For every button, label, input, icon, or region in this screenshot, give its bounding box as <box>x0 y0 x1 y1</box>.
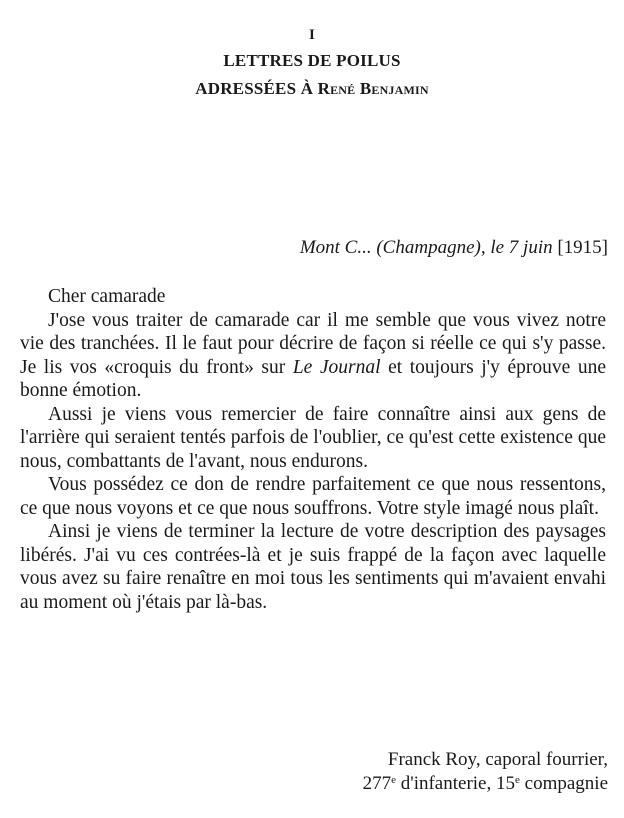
chapter-number: I <box>308 27 316 43</box>
letter-paragraph-3: Vous possédez ce don de rendre parfaitement ce que nous ressentons, ce que nous voyons et ce que nous souffrons. Votre style imagé nous plaît. <box>20 474 606 519</box>
company-number: 15 <box>496 773 515 794</box>
letter-dateline <box>300 236 608 260</box>
company-ordinal: e <box>515 774 520 786</box>
paragraph-1-text-a: J'ose vous traiter de camarade car il me semble que vous vivez notre vie des tranchées. Il le faut pour décrire de façon si réelle ce qui s'y passe. Je lis vos «croquis du front» sur <box>20 309 606 378</box>
letter-salutation: Cher camarade <box>48 286 166 307</box>
regiment-number: 277 <box>362 773 392 794</box>
letter-paragraph-1 <box>20 309 606 403</box>
letter-paragraph-4: Ainsi je viens de terminer la lecture de votre description des paysages libérés. J'ai vu ces contrées-là et je suis frappé de la façon avec laquelle vous avez su faire renaître en moi tous les sentiments qui m'avaient envahi au moment où j'étais par là-bas. <box>20 521 606 613</box>
chapter-title-name: René Benjamin <box>317 79 429 98</box>
signature-unit <box>363 772 608 796</box>
regiment-text: d'infanterie, <box>396 773 496 794</box>
chapter-title-prefix: ADRESSÉES À <box>195 79 318 98</box>
company-text: compagnie <box>519 773 608 794</box>
regiment-ordinal: e <box>391 774 397 786</box>
dateline-place-date: Mont C... (Champagne), le 7 juin <box>299 237 553 258</box>
chapter-title-line-2 <box>0 78 624 100</box>
letter-body <box>20 285 606 614</box>
dateline-year: [1915] <box>557 237 608 258</box>
chapter-title-line-1: LETTRES DE POILUS <box>223 51 401 70</box>
journal-title: Le Journal <box>292 356 381 378</box>
letter-paragraph-2: Aussi je viens vous remercier de faire connaître ainsi aux gens de l'arrière qui seraient tentés parfois de l'oublier, ce qu'est cette existence que nous, combattants de l'avant, nous endurons. <box>20 403 606 472</box>
paragraph-1-text-b: et toujours j'y éprouve une bonne émotion. <box>20 356 606 401</box>
signature-name: Franck Roy, caporal fourrier, <box>387 749 608 770</box>
